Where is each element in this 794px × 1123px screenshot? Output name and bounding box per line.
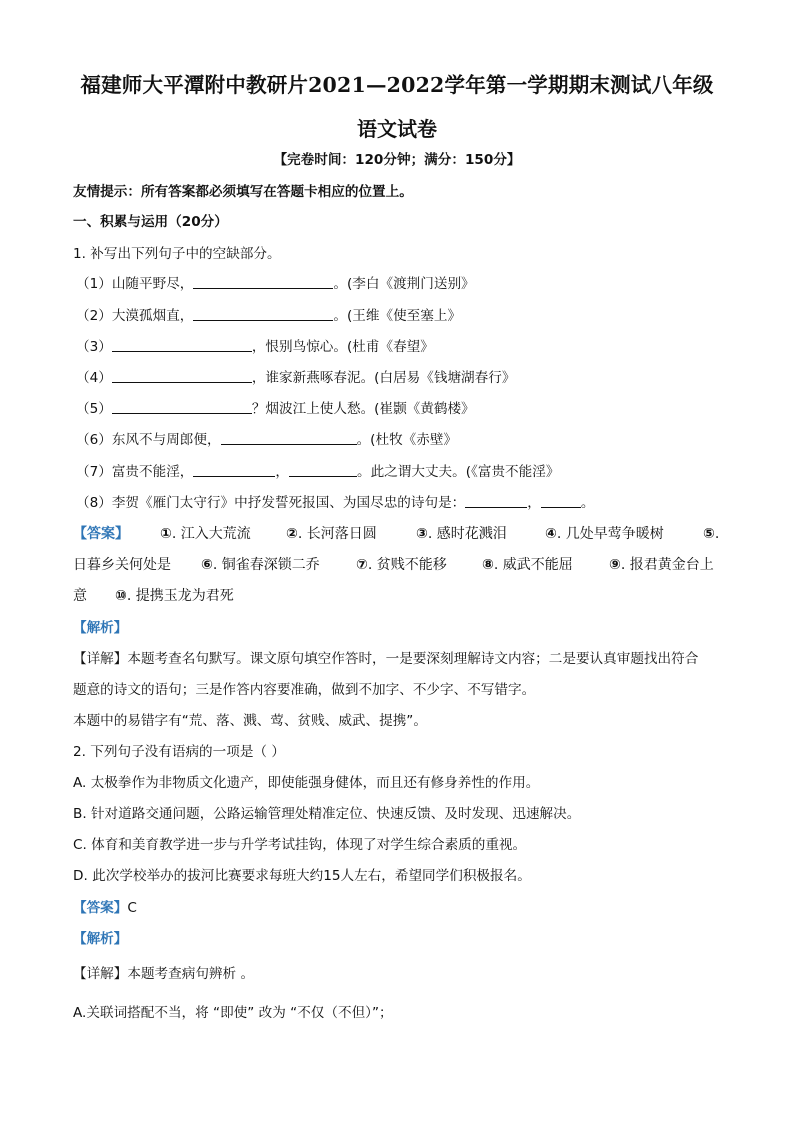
answer-item: ⑨. 报君黄金台上	[609, 557, 714, 573]
q2-analysis-label: 【解析】	[73, 931, 128, 947]
q2-option-c: C. 体育和美育教学进一步与升学考试挂钩，体现了对学生综合素质的重视。	[73, 837, 527, 853]
q1-item-4: （4） ，谁家新燕啄春泥。(白居易《钱塘湖春行》	[76, 370, 516, 386]
answer-blank	[289, 462, 357, 477]
answer-blank	[541, 493, 581, 508]
q1-answer-row-1	[73, 524, 723, 546]
doc-title: 福建师大平潭附中教研片2021—2022学年第一学期期末测试八年级	[80, 73, 714, 97]
exam-info: 【完卷时间：120分钟；满分：150分】	[273, 152, 521, 168]
q1-item-1: （1）山随平野尽， 。(李白《渡荆门送别》	[76, 276, 475, 292]
answer-blank	[112, 399, 252, 414]
tip: 友情提示：所有答案都必须填写在答题卡相应的位置上。	[73, 184, 413, 200]
detail-line-2: 题意的诗文的语句；三是作答内容要准确，做到不加字、不少字、不写错字。	[73, 682, 536, 698]
doc-subtitle: 语文试卷	[357, 117, 437, 141]
answer-blank	[112, 337, 252, 352]
q2-option-b: B. 针对道路交通问题，公路运输管理处精准定位、快速反馈、及时发现、迅速解决。	[73, 806, 581, 822]
answer-item: 日暮乡关何处是	[73, 557, 171, 573]
answer-blank	[221, 430, 357, 445]
q1-stem: 1. 补写出下列句子中的空缺部分。	[73, 246, 281, 262]
section-heading: 一、积累与运用（20分）	[73, 214, 228, 230]
q2-option-d: D. 此次学校举办的拔河比赛要求每班大约15人左右，希望同学们积极报名。	[73, 868, 531, 884]
q1-item-5: （5） ？烟波江上使人愁。(崔颢《黄鹤楼》	[76, 401, 475, 417]
answer-blank	[193, 462, 275, 477]
answer-item: ⑧. 威武不能屈	[482, 557, 573, 573]
q1-answer-row-3	[73, 586, 723, 608]
q2-answer: 【答案】C	[73, 900, 137, 916]
answer-item: ⑥. 铜雀春深锁二乔	[201, 557, 320, 573]
q1-item-3: （3） ，恨别鸟惊心。(杜甫《春望》	[76, 339, 434, 355]
answer-item: ③. 感时花溅泪	[416, 526, 507, 542]
answer-blank	[193, 306, 333, 321]
answer-item: 意	[73, 588, 87, 604]
q1-item-6: （6）东风不与周郎便， 。(杜牧《赤壁》	[76, 432, 458, 448]
answer-item: ⑩. 提携玉龙为君死	[115, 588, 234, 604]
q2-option-a: A. 太极拳作为非物质文化遗产，即使能强身健体，而且还有修身养性的作用。	[73, 775, 540, 791]
q2-detail-a: A.关联词搭配不当，将 “即使” 改为 “不仅（不但）”；	[73, 1005, 393, 1021]
analysis-label: 【解析】	[73, 620, 128, 636]
q2-detail: 【详解】本题考查病句辨析 。	[73, 966, 255, 982]
answer-item: ⑤.	[703, 526, 720, 542]
answer-item: ⑦. 贫贱不能移	[356, 557, 447, 573]
detail-line-3: 本题中的易错字有“荒、落、溅、莺、贫贱、威武、提携”。	[73, 713, 427, 729]
answer-blank	[465, 493, 527, 508]
answer-item: ①. 江入大荒流	[160, 526, 251, 542]
answer-blank	[112, 368, 252, 383]
answer-item: ②. 长河落日圆	[286, 526, 377, 542]
answer-blank	[193, 274, 333, 289]
q2-stem: 2. 下列句子没有语病的一项是（ ）	[73, 744, 285, 760]
q1-item-2: （2）大漠孤烟直， 。(王维《使至塞上》	[76, 308, 462, 324]
q1-answer-row-2	[73, 555, 723, 577]
q1-item-8: （8）李贺《雁门太守行》中抒发誓死报国、为国尽忠的诗句是： ， 。	[76, 495, 595, 511]
answer-item: ④. 几处早莺争暖树	[545, 526, 664, 542]
answer-label: 【答案】	[73, 526, 129, 542]
detail-line-1: 【详解】本题考查名句默写。课文原句填空作答时，一是要深刻理解诗文内容；二是要认真审题找出符合	[73, 651, 699, 667]
q1-item-7: （7）富贵不能淫， ， 。此之谓大丈夫。(《富贵不能淫》	[76, 464, 560, 480]
